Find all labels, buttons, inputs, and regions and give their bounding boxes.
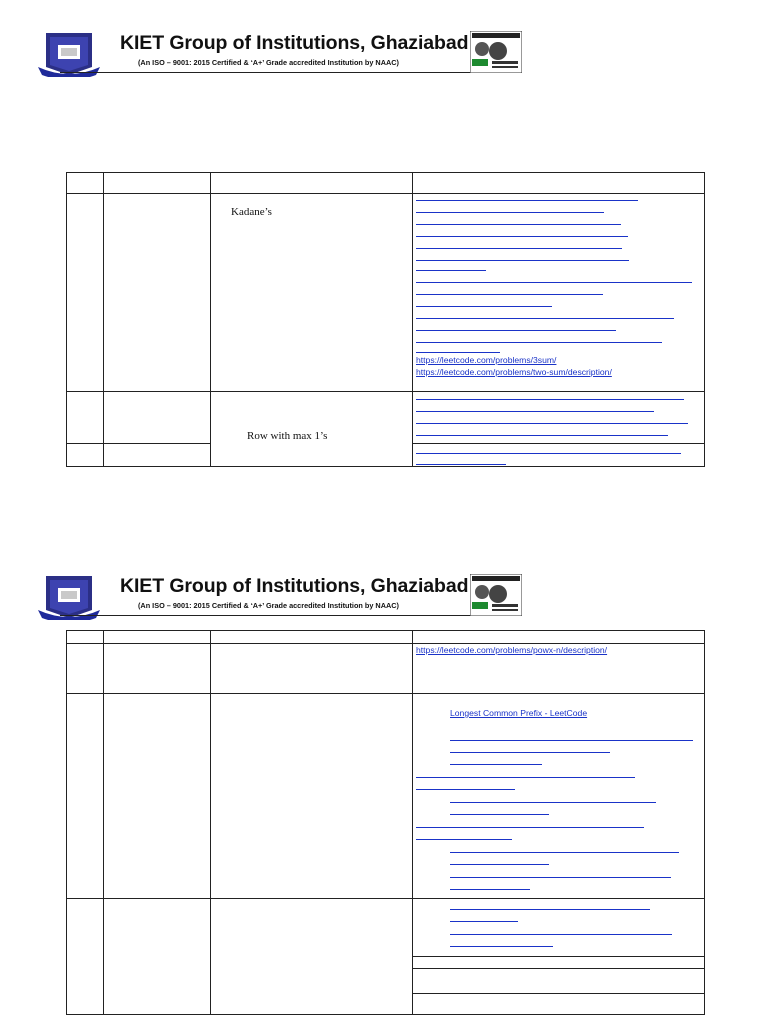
problem-link[interactable] <box>416 342 662 343</box>
institution-subtitle: (An ISO – 9001: 2015 Certified & ‘A+’ Grade accredited Institution by NAAC) <box>138 601 399 610</box>
header-rule <box>60 615 485 616</box>
table-header-cell <box>104 631 211 644</box>
problem-link[interactable] <box>416 248 622 249</box>
page-header <box>36 31 536 81</box>
problem-link[interactable] <box>450 921 518 922</box>
problem-link[interactable] <box>416 236 628 237</box>
topic-cell <box>211 194 413 392</box>
problem-link[interactable] <box>450 740 693 741</box>
problem-link[interactable] <box>450 764 542 765</box>
topic-label: Row with max 1’s <box>247 430 328 442</box>
topic-cell <box>211 694 413 899</box>
problem-link[interactable] <box>450 814 549 815</box>
problem-link[interactable] <box>450 802 656 803</box>
problem-link[interactable] <box>416 270 486 271</box>
table-header-cell <box>67 173 104 194</box>
problem-link[interactable] <box>416 318 674 319</box>
table-row-cell <box>67 694 104 899</box>
table-row-cell <box>104 392 211 444</box>
problem-link[interactable] <box>416 212 604 213</box>
links-cell <box>413 194 705 392</box>
table-row-cell <box>67 392 104 444</box>
links-cell <box>413 694 705 899</box>
problem-link[interactable] <box>416 330 616 331</box>
problem-link[interactable] <box>416 294 603 295</box>
header-rule <box>60 72 485 73</box>
table-row-cell <box>104 444 211 467</box>
problem-link[interactable]: https://leetcode.com/problems/3sum/ <box>416 355 557 365</box>
problem-link[interactable] <box>416 224 621 225</box>
table-row-cell <box>104 644 211 694</box>
problem-link[interactable] <box>450 889 530 890</box>
problem-link[interactable]: Longest Common Prefix - LeetCode <box>450 708 588 718</box>
table-row-cell <box>104 694 211 899</box>
table-header-cell <box>104 173 211 194</box>
table-header-cell <box>413 173 705 194</box>
problem-link[interactable]: https://leetcode.com/problems/powx-n/description/ <box>416 645 608 655</box>
problem-link[interactable] <box>416 453 681 454</box>
problem-link[interactable] <box>416 282 692 283</box>
problem-link[interactable] <box>450 864 549 865</box>
table-row-cell <box>67 194 104 392</box>
iso-certification-logo-icon <box>470 31 522 73</box>
table-row-cell <box>104 194 211 392</box>
problems-table <box>66 630 705 1015</box>
problem-link[interactable] <box>450 934 672 935</box>
problem-link[interactable] <box>416 777 635 778</box>
problem-link[interactable] <box>416 399 684 400</box>
institution-title: KIET Group of Institutions, Ghaziabad <box>120 575 469 597</box>
table-row-cell <box>104 899 211 1015</box>
problem-link[interactable] <box>416 260 629 261</box>
problem-link[interactable] <box>450 752 610 753</box>
iso-certification-logo-icon <box>470 574 522 616</box>
topic-label: Kadane’s <box>231 206 272 218</box>
table-header-cell <box>211 631 413 644</box>
institution-subtitle: (An ISO – 9001: 2015 Certified & ‘A+’ Grade accredited Institution by NAAC) <box>138 58 399 67</box>
problem-link[interactable] <box>416 464 506 465</box>
problem-link[interactable] <box>450 877 671 878</box>
problem-link[interactable] <box>450 852 679 853</box>
row-divider <box>413 993 704 994</box>
table-row-cell <box>67 899 104 1015</box>
table-header-cell <box>67 631 104 644</box>
problem-link[interactable] <box>416 306 552 307</box>
topic-cell <box>211 644 413 694</box>
topic-cell <box>211 899 413 1015</box>
table-row-cell <box>67 644 104 694</box>
topic-cell <box>211 392 413 467</box>
table-header-cell <box>211 173 413 194</box>
kiet-logo-icon <box>36 31 102 77</box>
problem-link[interactable] <box>416 827 644 828</box>
problem-link[interactable] <box>416 352 500 353</box>
problem-link[interactable] <box>416 839 512 840</box>
row-divider <box>413 956 704 957</box>
problem-link[interactable] <box>416 789 515 790</box>
table-row-cell <box>67 444 104 467</box>
problem-link[interactable] <box>416 411 654 412</box>
problem-link[interactable] <box>450 909 650 910</box>
institution-title: KIET Group of Institutions, Ghaziabad <box>120 32 469 54</box>
links-cell <box>413 444 705 467</box>
problem-link[interactable] <box>416 435 668 436</box>
problem-link[interactable] <box>416 200 638 201</box>
links-cell <box>413 644 705 694</box>
problem-link[interactable]: https://leetcode.com/problems/two-sum/description/ <box>416 367 612 377</box>
page-header <box>36 574 536 624</box>
table-header-cell <box>413 631 705 644</box>
kiet-logo-icon <box>36 574 102 620</box>
problems-table <box>66 172 705 467</box>
links-cell <box>413 899 705 1015</box>
row-divider <box>413 968 704 969</box>
problem-link[interactable] <box>450 946 553 947</box>
problem-link[interactable] <box>416 423 688 424</box>
links-cell <box>413 392 705 444</box>
